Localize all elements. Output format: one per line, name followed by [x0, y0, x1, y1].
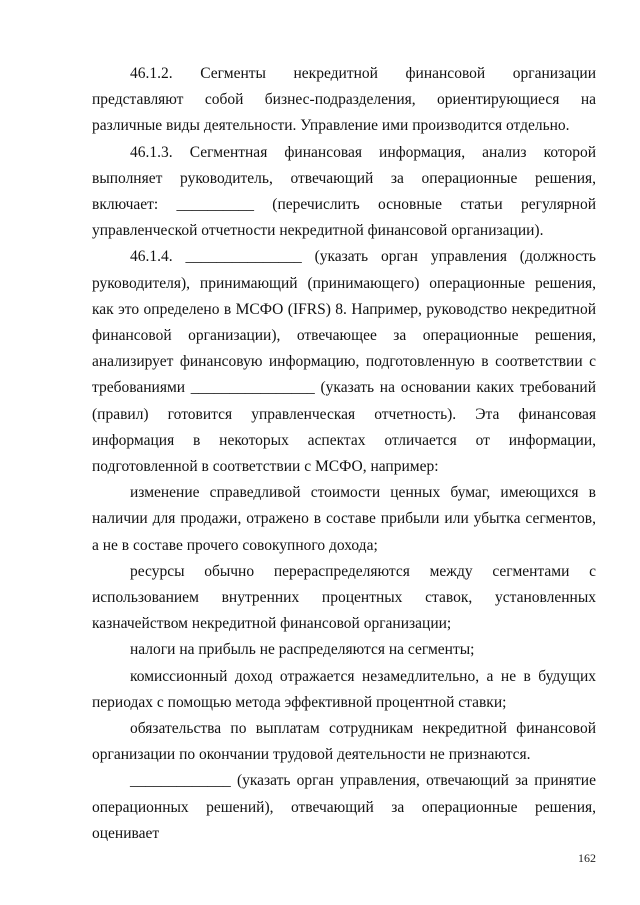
paragraph-evaluation: _____________ (указать орган управления, отвечающий за принятие операционных решений), отвечающий за операционные решения, оценивает — [92, 772, 596, 842]
page-number: 162 — [578, 851, 596, 865]
list-item-commission-income: комиссионный доход отражается незамедлительно, а не в будущих периодах с помощью метода эффективной процентной ставки; — [92, 667, 596, 711]
list-item-fair-value: изменение справедливой стоимости ценных бумаг, имеющихся в наличии для продажи, отражено в составе прибыли или убытка сегментов, а не в составе прочего совокупного дохода; — [92, 484, 596, 554]
list-item-employee-obligations: обязательства по выплатам сотрудникам некредитной финансовой организации по окончании трудовой деятельности не признаются. — [92, 720, 596, 764]
paragraph-46-1-3: 46.1.3. Сегментная финансовая информация, анализ которой выполняет руководитель, отвечающий за операционные решения, включает: __________ (перечислить основные статьи регулярной управленческой отчетности некредитной финансовой организации). — [92, 143, 596, 240]
list-item-income-tax: налоги на прибыль не распределяются на сегменты; — [130, 641, 475, 659]
list-item-resources: ресурсы обычно перераспределяются между сегментами с использованием внутренних процентных ставок, установленных казначейством некредитной финансовой организации; — [92, 562, 596, 633]
document-body — [92, 61, 596, 847]
paragraph-46-1-2: 46.1.2. Сегменты некредитной финансовой организации представляют собой бизнес-подразделения, ориентирующиеся на различные виды деятельности. Управление ими производится отдельно. — [92, 65, 596, 135]
paragraph-46-1-4: 46.1.4. _______________ (указать орган управления (должность руководителя), принимающий (принимающего) операционные решения, как это определено в МСФО (IFRS) 8. Например, руководство некредитной финансовой организации), отвечающее за операционные решения, анализирует финансовую информацию, подготовленную в соответствии с требованиями ________________ (указать на основании каких требований (правил) готовится управленческая отчетность). Эта финансовая информация в некоторых аспектах отличается от информации, подготовленной в соответствии с МСФО, например: — [92, 248, 596, 476]
